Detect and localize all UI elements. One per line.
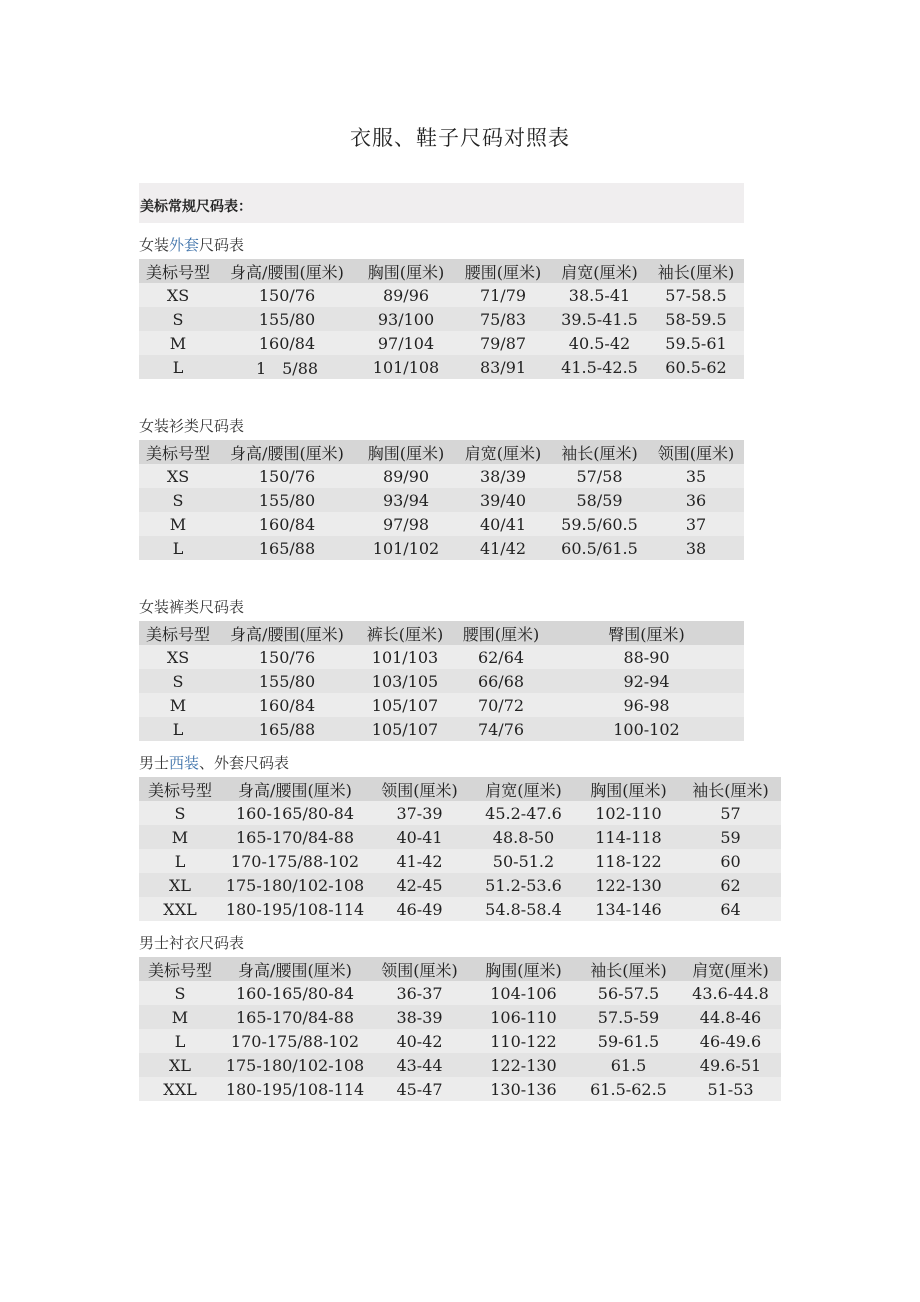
table-cell: 96-98 [549,693,744,717]
table-row [139,873,781,897]
table-row [139,307,744,331]
table-cell: 101/103 [357,645,453,669]
table-cell: M [139,693,217,717]
table-cell: 37-39 [369,801,470,825]
size-table-men-suits [139,777,781,921]
table-cell: 42-45 [369,873,470,897]
table-cell: 57.5-59 [577,1005,680,1029]
table-cell: 155/80 [217,488,357,512]
table-header-row [139,777,781,801]
table-cell: S [139,488,217,512]
column-header: 裤长(厘米) [357,621,453,645]
table-cell: 38-39 [369,1005,470,1029]
table-cell: 122-130 [577,873,680,897]
table-caption-women-trousers [139,596,244,617]
table-row [139,1029,781,1053]
size-table-women-shirts [139,440,744,560]
table-row [139,801,781,825]
column-header: 领围(厘米) [369,777,470,801]
table-cell: 60.5/61.5 [551,536,648,560]
column-header: 腰围(厘米) [455,259,551,283]
table-cell: 36-37 [369,981,470,1005]
table-cell: XXL [139,1077,221,1101]
table-cell: 180-195/108-114 [221,897,369,921]
table-cell: 105/107 [357,693,453,717]
table-cell: 60 [680,849,781,873]
table-cell: 134-146 [577,897,680,921]
table-cell: 110-122 [470,1029,577,1053]
table-caption-men-suits [139,752,289,773]
table-cell: 170-175/88-102 [221,849,369,873]
table-cell: 41.5-42.5 [551,355,648,379]
table-row [139,717,744,741]
table-cell: 57 [680,801,781,825]
column-header: 身高/腰围(厘米) [217,621,357,645]
table-cell: 83/91 [455,355,551,379]
table-cell: 38.5-41 [551,283,648,307]
table-cell: 41/42 [455,536,551,560]
table-cell: 45-47 [369,1077,470,1101]
table-cell: 39.5-41.5 [551,307,648,331]
table-cell: 97/98 [357,512,455,536]
caption-text: 男士衬衣尺码表 [139,934,245,952]
table-row [139,1053,781,1077]
table-cell: 106-110 [470,1005,577,1029]
caption-text: 女装衫类尺码表 [139,417,245,435]
table-cell: 100-102 [549,717,744,741]
table-cell: 165-170/84-88 [221,825,369,849]
column-header: 臀围(厘米) [549,621,744,645]
table-cell: 160/84 [217,512,357,536]
table-cell: 59-61.5 [577,1029,680,1053]
table-cell: 170-175/88-102 [221,1029,369,1053]
table-cell: S [139,981,221,1005]
table-header-row [139,259,744,283]
column-header: 美标号型 [139,440,217,464]
table-cell: 180-195/108-114 [221,1077,369,1101]
table-cell: 150/76 [217,464,357,488]
table-cell: 41-42 [369,849,470,873]
table-row [139,825,781,849]
column-header: 美标号型 [139,621,217,645]
size-table-women-coats [139,259,744,379]
table-cell: XXL [139,897,221,921]
column-header: 肩宽(厘米) [455,440,551,464]
table-cell: 54.8-58.4 [470,897,577,921]
column-header: 胸围(厘米) [577,777,680,801]
table-cell: 89/96 [357,283,455,307]
table-cell: 88-90 [549,645,744,669]
table-row [139,981,781,1005]
table-cell: 45.2-47.6 [470,801,577,825]
table-cell: 59.5/60.5 [551,512,648,536]
table-cell: 49.6-51 [680,1053,781,1077]
table-row [139,536,744,560]
table-cell: 175-180/102-108 [221,873,369,897]
table-cell: 93/100 [357,307,455,331]
table-cell: 61.5 [577,1053,680,1077]
table-cell: 40-41 [369,825,470,849]
table-header-row [139,621,744,645]
caption-text: 尺码表 [199,236,245,254]
table-cell: 101/102 [357,536,455,560]
table-cell: 160-165/80-84 [221,981,369,1005]
column-header: 袖长(厘米) [577,957,680,981]
column-header: 领围(厘米) [369,957,470,981]
table-row [139,645,744,669]
size-table-women-trousers [139,621,744,741]
table-cell: S [139,669,217,693]
table-cell: 44.8-46 [680,1005,781,1029]
column-header: 肩宽(厘米) [680,957,781,981]
table-row [139,488,744,512]
table-cell: M [139,512,217,536]
table-row [139,1005,781,1029]
table-cell: 89/90 [357,464,455,488]
caption-text: 女装 [139,236,170,254]
table-cell: 165-170/84-88 [221,1005,369,1029]
table-cell: 105/107 [357,717,453,741]
table-cell: 62/64 [453,645,549,669]
table-row [139,849,781,873]
table-cell: 70/72 [453,693,549,717]
table-cell: XS [139,283,217,307]
table-cell: 165/88 [217,717,357,741]
table-cell: 64 [680,897,781,921]
table-cell: 38/39 [455,464,551,488]
table-cell: 160-165/80-84 [221,801,369,825]
column-header: 领围(厘米) [648,440,744,464]
table-cell: 118-122 [577,849,680,873]
table-cell: M [139,331,217,355]
table-header-row [139,957,781,981]
table-cell: 62 [680,873,781,897]
table-cell: 160/84 [217,331,357,355]
column-header: 袖长(厘米) [648,259,744,283]
table-cell: 46-49 [369,897,470,921]
column-header: 腰围(厘米) [453,621,549,645]
caption-text: 、外套尺码表 [199,754,290,772]
table-cell: L [139,536,217,560]
table-cell: 51.2-53.6 [470,873,577,897]
table-row [139,512,744,536]
table-row [139,693,744,717]
column-header: 身高/腰围(厘米) [221,777,369,801]
table-cell: 122-130 [470,1053,577,1077]
table-cell: 79/87 [455,331,551,355]
table-row [139,897,781,921]
table-cell: 104-106 [470,981,577,1005]
table-cell: 150/76 [217,645,357,669]
table-cell: 74/76 [453,717,549,741]
column-header: 肩宽(厘米) [470,777,577,801]
table-cell: M [139,1005,221,1029]
table-cell: 38 [648,536,744,560]
column-header: 身高/腰围(厘米) [217,440,357,464]
table-cell: 97/104 [357,331,455,355]
table-cell: 43.6-44.8 [680,981,781,1005]
table-row [139,669,744,693]
table-cell: 101/108 [357,355,455,379]
table-cell: L [139,849,221,873]
table-cell: 50-51.2 [470,849,577,873]
table-cell: 59.5-61 [648,331,744,355]
table-cell: 165/88 [217,536,357,560]
table-cell: 130-136 [470,1077,577,1101]
table-cell: L [139,1029,221,1053]
table-cell: 92-94 [549,669,744,693]
table-cell: 155/80 [217,307,357,331]
column-header: 胸围(厘米) [357,440,455,464]
table-cell: 43-44 [369,1053,470,1077]
table-cell: 58/59 [551,488,648,512]
column-header: 身高/腰围(厘米) [217,259,357,283]
table-cell: 93/94 [357,488,455,512]
caption-text: 女装裤类尺码表 [139,598,245,616]
column-header: 袖长(厘米) [680,777,781,801]
table-cell: 39/40 [455,488,551,512]
table-cell: 160/84 [217,693,357,717]
table-cell: 61.5-62.5 [577,1077,680,1101]
table-caption-women-shirts [139,415,244,436]
table-cell: XL [139,873,221,897]
table-row [139,1077,781,1101]
table-caption-women-coats [139,234,244,255]
table-cell: 37 [648,512,744,536]
table-cell: 75/83 [455,307,551,331]
column-header: 袖长(厘米) [551,440,648,464]
section-banner: 美标常规尺码表： [139,183,744,223]
table-cell: 46-49.6 [680,1029,781,1053]
table-cell: 57-58.5 [648,283,744,307]
table-cell: 56-57.5 [577,981,680,1005]
table-cell: 102-110 [577,801,680,825]
table-cell: L [139,355,217,379]
table-cell: L [139,717,217,741]
caption-text: 男士 [139,754,170,772]
table-cell: S [139,801,221,825]
table-cell: 48.8-50 [470,825,577,849]
table-cell: M [139,825,221,849]
column-header: 胸围(厘米) [470,957,577,981]
column-header: 肩宽(厘米) [551,259,648,283]
table-row [139,464,744,488]
table-cell: 114-118 [577,825,680,849]
size-table-men-shirts [139,957,781,1101]
table-cell: 40.5-42 [551,331,648,355]
column-header: 身高/腰围(厘米) [221,957,369,981]
table-cell: 40/41 [455,512,551,536]
table-cell: 155/80 [217,669,357,693]
column-header: 胸围(厘米) [357,259,455,283]
table-cell: 57/58 [551,464,648,488]
table-cell: S [139,307,217,331]
table-cell: XL [139,1053,221,1077]
table-cell: XS [139,645,217,669]
table-cell: 51-53 [680,1077,781,1101]
caption-highlight: 外套 [169,236,200,254]
column-header: 美标号型 [139,957,221,981]
page-title: 衣服、鞋子尺码对照表 [350,126,570,150]
table-cell: 175-180/102-108 [221,1053,369,1077]
table-cell: 66/68 [453,669,549,693]
table-cell: 1 5/88 [217,355,357,379]
table-cell: 103/105 [357,669,453,693]
table-cell: 36 [648,488,744,512]
column-header: 美标号型 [139,777,221,801]
table-cell: 71/79 [455,283,551,307]
table-cell: 40-42 [369,1029,470,1053]
table-header-row [139,440,744,464]
table-cell: 58-59.5 [648,307,744,331]
table-row [139,331,744,355]
table-cell: 35 [648,464,744,488]
table-row [139,283,744,307]
caption-highlight: 西装 [169,754,200,772]
table-cell: 59 [680,825,781,849]
column-header: 美标号型 [139,259,217,283]
table-row [139,355,744,379]
table-cell: 60.5-62 [648,355,744,379]
table-cell: 150/76 [217,283,357,307]
table-caption-men-shirts [139,932,244,953]
table-cell: XS [139,464,217,488]
